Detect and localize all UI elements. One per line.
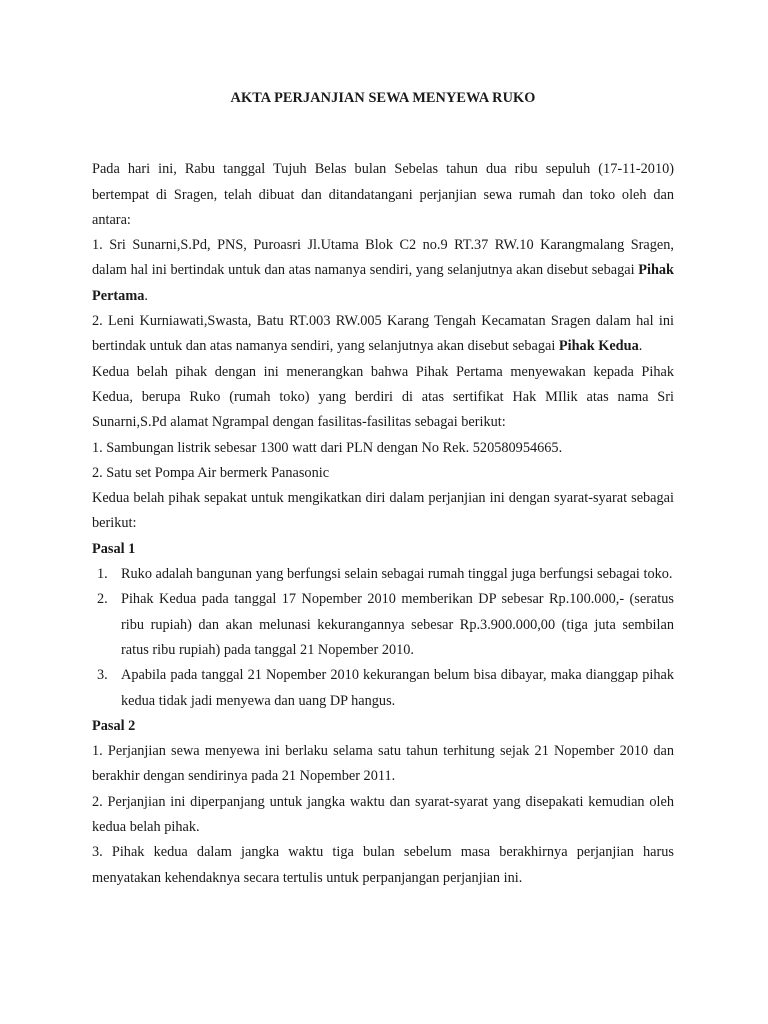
pasal-1-heading: Pasal 1 — [92, 540, 136, 557]
list-item-text: Pihak Kedua pada tanggal 17 Nopember 2010 memberikan DP sebesar Rp.100.000,- (seratus ribu rupiah) dan akan melunasi kekurangannya sebesar Rp.3.900.000,00 (tiga juta sembilan ratus ribu rupiah) pada tanggal 21 Nopember 2010. — [121, 591, 674, 658]
list-item — [92, 562, 674, 587]
list-item — [92, 663, 674, 714]
list-item-number: 3. — [97, 667, 108, 684]
party-two-paragraph — [92, 309, 674, 360]
list-item-number: 2. — [97, 591, 108, 608]
document-page — [92, 80, 674, 891]
pasal-2-item-1: 1. Perjanjian sewa menyewa ini berlaku selama satu tahun terhitung sejak 21 Nopember 2010 dan berakhir dengan sendirinya pada 21 Nopember 2011. — [92, 743, 674, 785]
list-item-text: Apabila pada tanggal 21 Nopember 2010 kekurangan belum bisa dibayar, maka dianggap pihak kedua tidak jadi menyewa dan uang DP hangus. — [121, 667, 674, 709]
party-two-end: . — [638, 338, 643, 355]
intro-paragraph: Pada hari ini, Rabu tanggal Tujuh Belas bulan Sebelas tahun dua ribu sepuluh (17-11-2010) bertempat di Sragen, telah dibuat dan ditandatangani perjanjian sewa rumah dan toko oleh dan antara: — [92, 161, 674, 228]
facility-item-1: 1. Sambungan listrik sebesar 1300 watt dari PLN dengan No Rek. 520580954665. — [92, 439, 563, 456]
list-item — [92, 587, 674, 663]
party-two-role: Pihak Kedua — [558, 338, 639, 355]
party-one-role: Pihak Pertama — [92, 262, 674, 304]
facility-item-2: 2. Satu set Pompa Air bermerk Panasonic — [92, 464, 330, 481]
agreement-paragraph: Kedua belah pihak sepakat untuk mengikatkan diri dalam perjanjian ini dengan syarat-syarat sebagai berikut: — [92, 490, 674, 532]
pasal-1-list — [92, 562, 674, 714]
list-item-text: Ruko adalah bangunan yang berfungsi selain sebagai rumah tinggal juga berfungsi sebagai toko. — [121, 566, 673, 583]
statement-paragraph: Kedua belah pihak dengan ini menerangkan bahwa Pihak Pertama menyewakan kepada Pihak Kedua, berupa Ruko (rumah toko) yang berdiri di atas sertifikat Hak MIlik atas nama Sri Sunarni,S.Pd alamat Ngrampal dengan fasilitas-fasilitas sebagai berikut: — [92, 363, 674, 431]
pasal-2-item-2: 2. Perjanjian ini diperpanjang untuk jangka waktu dan syarat-syarat yang disepakati kemudian oleh kedua belah pihak. — [92, 793, 674, 836]
party-two-text: 2. Leni Kurniawati,Swasta, Batu RT.003 RW.005 Karang Tengah Kecamatan Sragen dalam hal ini bertindak untuk dan atas namanya sendiri, yang selanjutnya akan disebut sebagai — [92, 313, 674, 355]
party-one-text: 1. Sri Sunarni,S.Pd, PNS, Puroasri Jl.Utama Blok C2 no.9 RT.37 RW.10 Karangmalang Sragen, dalam hal ini bertindak untuk dan atas namanya sendiri, yang selanjutnya akan disebut sebagai — [92, 237, 674, 279]
document-title: AKTA PERJANJIAN SEWA MENYEWA RUKO — [230, 90, 536, 106]
pasal-2-item-3: 3. Pihak kedua dalam jangka waktu tiga bulan sebelum masa berakhirnya perjanjian harus menyatakan kehendaknya secara tertulis untuk perpanjangan perjanjian ini. — [92, 844, 674, 886]
party-one-end: . — [144, 287, 148, 304]
party-one-paragraph — [92, 233, 674, 309]
pasal-2-heading: Pasal 2 — [92, 717, 136, 734]
list-item-number: 1. — [97, 566, 108, 583]
